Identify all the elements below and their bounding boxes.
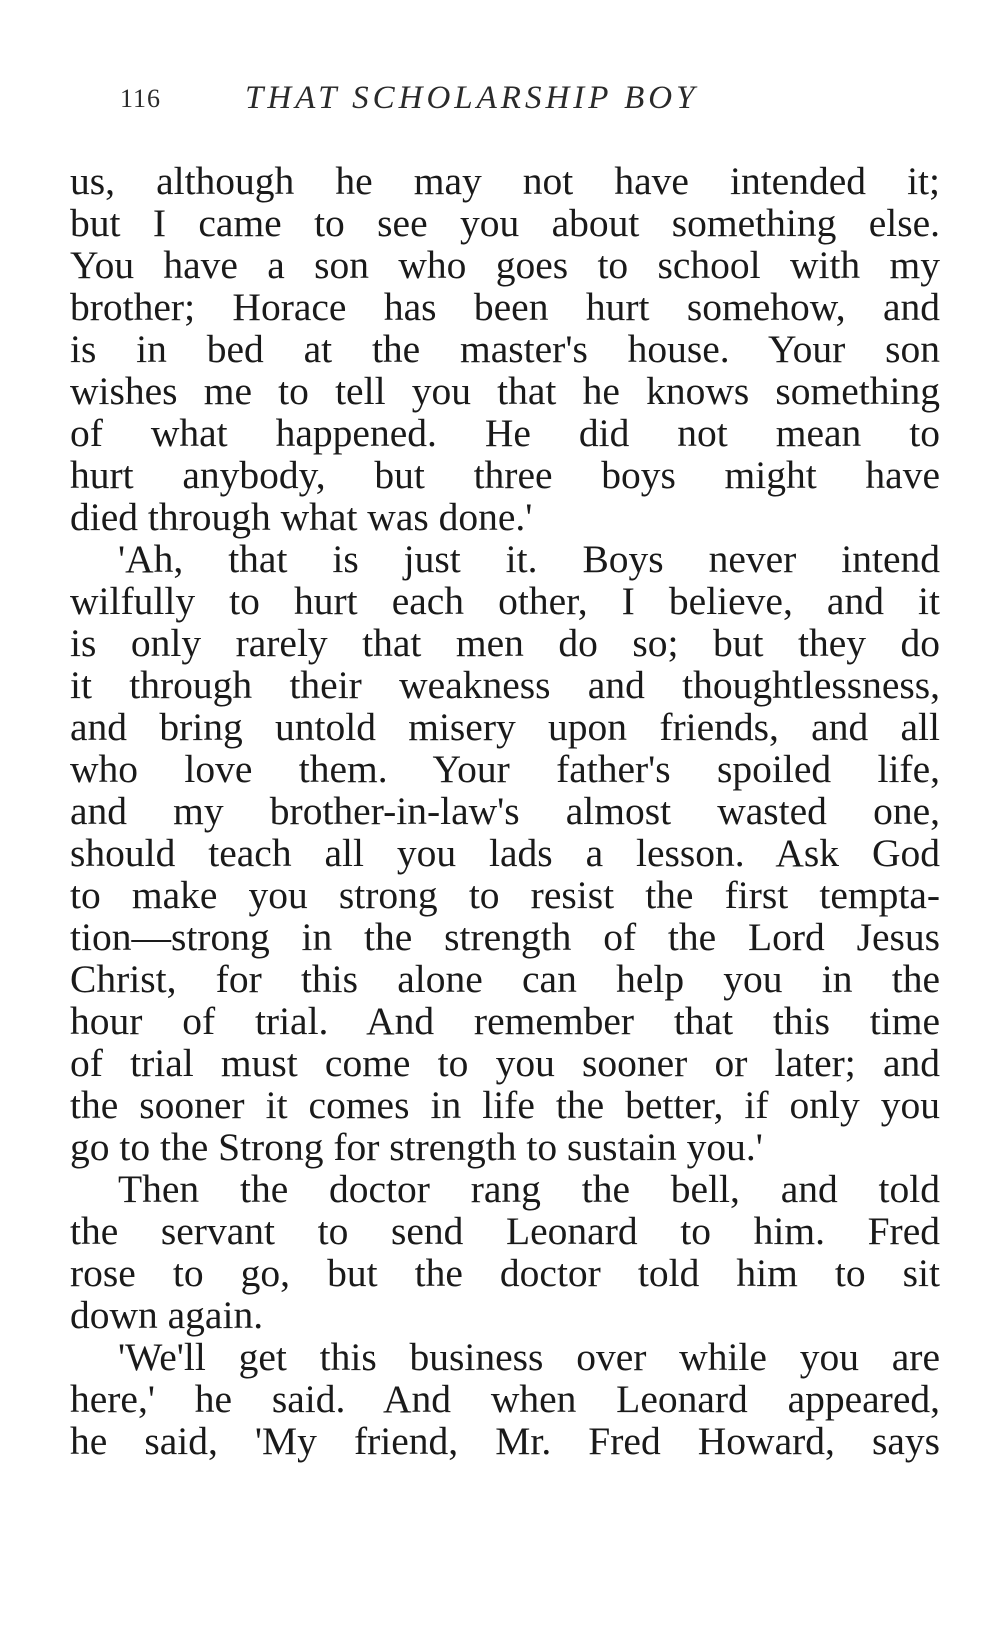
text-line: he said, 'My friend, Mr. Fred Howard, says [70, 1419, 940, 1463]
text-line: You have a son who goes to school with my [70, 243, 940, 287]
running-title: THAT SCHOLARSHIP BOY [245, 80, 699, 116]
text-line: the servant to send Leonard to him. Fred [70, 1209, 940, 1253]
text-line: rose to go, but the doctor told him to sit [70, 1251, 940, 1295]
text-line: of trial must come to you sooner or later; and [70, 1041, 940, 1085]
text-line: it through their weakness and thoughtlessness, [70, 663, 940, 707]
text-line: should teach all you lads a lesson. Ask God [70, 831, 940, 875]
text-line: here,' he said. And when Leonard appeared, [70, 1377, 940, 1421]
text-line: to make you strong to resist the first tempta- [70, 873, 940, 917]
text-line: died through what was done.' [70, 495, 533, 539]
text-line: hour of trial. And remember that this time [70, 999, 940, 1043]
text-line: and bring untold misery upon friends, and all [70, 705, 940, 749]
text-line: is only rarely that men do so; but they do [70, 621, 940, 665]
text-line: the sooner it comes in life the better, if only you [70, 1083, 940, 1127]
text-line: but I came to see you about something else. [70, 201, 940, 245]
page-number: 116 [120, 84, 162, 113]
text-line: of what happened. He did not mean to [70, 411, 940, 455]
text-line: brother; Horace has been hurt somehow, and [70, 285, 940, 329]
text-line: down again. [70, 1293, 264, 1337]
text-line: hurt anybody, but three boys might have [70, 453, 940, 497]
body-text [70, 160, 940, 1462]
text-line: and my brother-in-law's almost wasted one, [70, 789, 940, 833]
page-header [120, 80, 940, 124]
text-line: wilfully to hurt each other, I believe, and it [70, 579, 940, 623]
text-line: wishes me to tell you that he knows something [70, 369, 940, 413]
text-line: go to the Strong for strength to sustain you.' [70, 1125, 763, 1169]
text-line: who love them. Your father's spoiled life, [70, 747, 940, 791]
text-line: tion—strong in the strength of the Lord Jesus [70, 915, 940, 959]
text-line: Then the doctor rang the bell, and told [118, 1167, 940, 1211]
text-line: Christ, for this alone can help you in the [70, 957, 940, 1001]
text-line: us, although he may not have intended it; [70, 159, 940, 203]
text-line: 'We'll get this business over while you are [118, 1335, 940, 1379]
text-line: is in bed at the master's house. Your son [70, 327, 940, 371]
text-line: 'Ah, that is just it. Boys never intend [118, 537, 940, 581]
